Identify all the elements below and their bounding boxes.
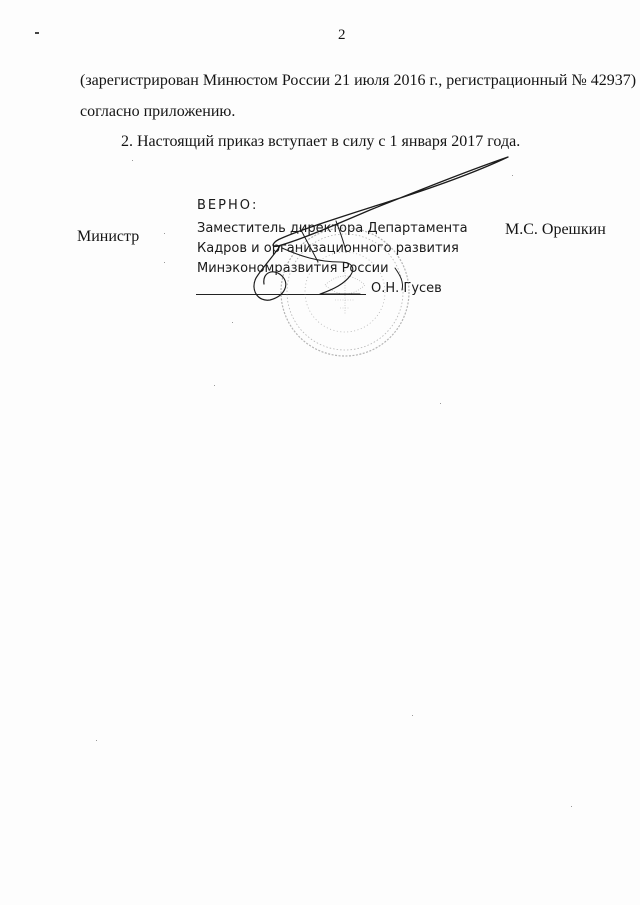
scan-speck: [412, 715, 413, 716]
signature-line: [196, 294, 366, 295]
scan-speck: [512, 175, 513, 176]
paragraph-line-effective-date: 2. Настоящий приказ вступает в силу с 1 января 2017 года.: [121, 133, 521, 150]
minister-title: Министр: [77, 228, 140, 245]
scan-speck: [35, 32, 39, 34]
page-number: 2: [338, 27, 346, 43]
paragraph-line-appendix: согласно приложению.: [80, 103, 236, 120]
scan-speck: [440, 403, 441, 404]
scan-speck: [164, 233, 165, 234]
scan-speck: [132, 160, 133, 161]
approval-position-line-1: Заместитель директора Департамента: [197, 221, 468, 236]
approval-header: ВЕРНО:: [197, 198, 259, 213]
approval-position-line-2: Кадров и организационного развития: [197, 241, 459, 256]
minister-name: М.С. Орешкин: [505, 221, 606, 238]
scan-speck: [571, 806, 572, 807]
approval-signer: О.Н. Гусев: [371, 281, 442, 296]
scan-speck: [96, 740, 97, 741]
scan-speck: [232, 322, 233, 323]
scan-speck: [214, 385, 215, 386]
paragraph-line-registration: (зарегистрирован Минюстом России 21 июля 2016 г., регистрационный № 42937): [80, 72, 637, 89]
scan-speck: [164, 262, 165, 263]
approval-position-line-3: Минэкономразвития России: [197, 261, 389, 276]
